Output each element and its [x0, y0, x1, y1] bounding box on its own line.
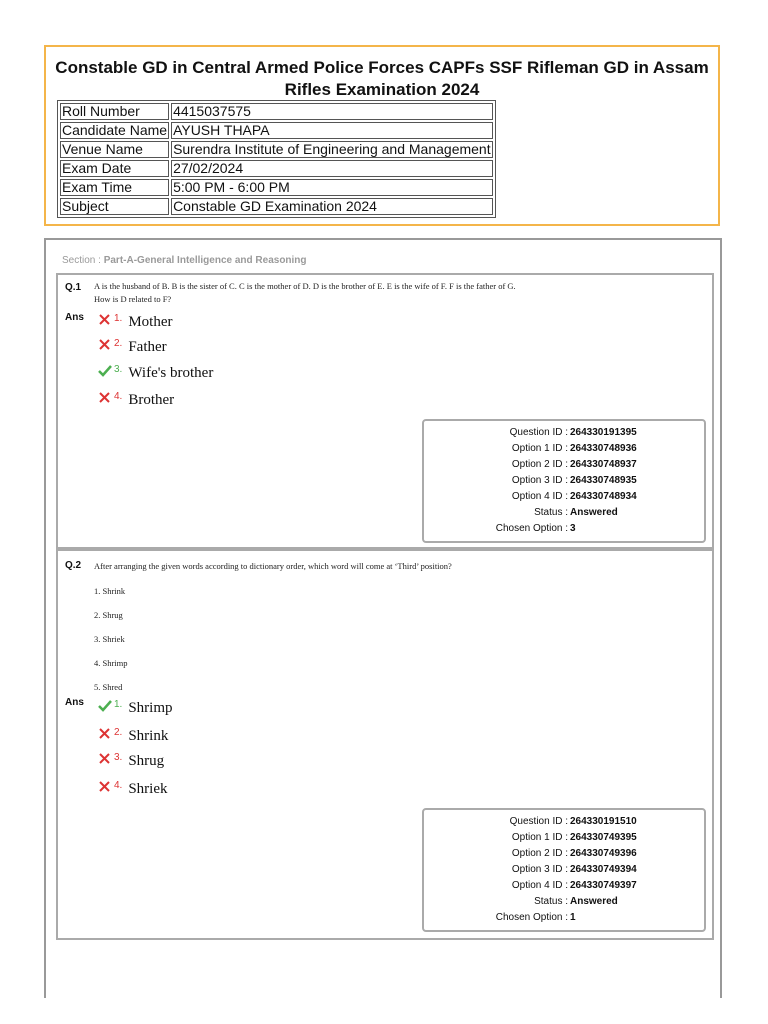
word-item: 3. Shriek: [94, 634, 125, 644]
info-value: Constable GD Examination 2024: [171, 198, 493, 215]
meta-value: 264330748937: [570, 459, 637, 470]
info-value: AYUSH THAPA: [171, 122, 493, 139]
meta-value: 264330749397: [570, 880, 637, 891]
meta-value: 264330749394: [570, 864, 637, 875]
meta-key: Option 3 ID :: [511, 864, 568, 875]
meta-key: Chosen Option :: [495, 912, 568, 923]
info-key: Exam Date: [60, 160, 169, 177]
info-key: Exam Time: [60, 179, 169, 196]
question-number: Q.1: [65, 282, 82, 293]
section-prefix: Section :: [62, 255, 104, 266]
cross-icon: [98, 391, 114, 409]
exam-title: Constable GD in Central Armed Police Forces CAPFs SSF Rifleman GD in Assam Rifles Examination 2024: [55, 58, 709, 99]
option-text: Shrink: [128, 728, 169, 744]
meta-key: Option 1 ID :: [511, 832, 568, 843]
meta-value: 264330749396: [570, 848, 637, 859]
meta-value: 1: [570, 912, 576, 923]
option-number: 4.: [114, 780, 123, 791]
option-number: 2.: [114, 338, 123, 349]
meta-key: Option 3 ID :: [511, 475, 568, 486]
option-3: [98, 364, 213, 382]
word-item: 4. Shrimp: [94, 658, 128, 668]
option-text: Father: [128, 339, 167, 355]
meta-value: 264330749395: [570, 832, 637, 843]
answer-label: Ans: [65, 312, 84, 323]
info-value: 5:00 PM - 6:00 PM: [171, 179, 493, 196]
cross-icon: [98, 313, 114, 331]
meta-value: 264330191510: [570, 816, 637, 827]
cross-icon: [98, 338, 114, 356]
table-row: [60, 103, 493, 120]
word-item: 2. Shrug: [94, 610, 123, 620]
question-meta-box: [422, 419, 706, 543]
option-number: 3.: [114, 752, 123, 763]
info-value: 27/02/2024: [171, 160, 493, 177]
info-value: 4415037575: [171, 103, 493, 120]
meta-key: Question ID :: [509, 427, 568, 438]
question-text: A is the husband of B. B is the sister of C. C is the mother of D. D is the brother of E. E is the wife of F. F is the father of G. How is D related to F?: [94, 281, 516, 304]
section-name: Part-A-General Intelligence and Reasoning: [103, 255, 307, 266]
info-value: Surendra Institute of Engineering and Management: [173, 141, 491, 157]
meta-key: Option 4 ID :: [511, 880, 568, 891]
option-1: [98, 313, 173, 331]
meta-key: Question ID :: [509, 816, 568, 827]
cross-icon: [98, 727, 114, 745]
info-key: Subject: [60, 198, 169, 215]
option-text: Brother: [128, 392, 175, 408]
option-2: [98, 727, 168, 745]
cross-icon: [98, 780, 114, 798]
candidate-info-box: [44, 45, 720, 226]
word-item: 5. Shred: [94, 682, 123, 692]
response-sheet: [44, 238, 722, 998]
meta-key: Option 2 ID :: [511, 459, 568, 470]
table-row: [60, 122, 493, 139]
meta-value: 3: [570, 523, 576, 534]
option-number: 3.: [114, 364, 123, 375]
meta-key: Status :: [534, 896, 568, 907]
option-text: Wife's brother: [128, 365, 214, 381]
question-meta-box: [422, 808, 706, 932]
meta-key: Option 1 ID :: [511, 443, 568, 454]
meta-value: 264330748935: [570, 475, 637, 486]
meta-value: 264330748936: [570, 443, 637, 454]
info-key: Roll Number: [60, 103, 169, 120]
meta-key: Status :: [534, 507, 568, 518]
option-number: 1.: [114, 313, 123, 324]
table-row: [60, 141, 493, 158]
meta-value: Answered: [570, 507, 618, 518]
cross-icon: [98, 752, 114, 770]
question-card: [56, 549, 714, 940]
meta-value: 264330748934: [570, 491, 637, 502]
table-row: [60, 179, 493, 196]
meta-key: Option 2 ID :: [511, 848, 568, 859]
section-label: [62, 255, 307, 266]
option-number: 4.: [114, 391, 123, 402]
meta-key: Option 4 ID :: [511, 491, 568, 502]
word-item: 1. Shrink: [94, 586, 126, 596]
table-row: [60, 198, 493, 215]
check-icon: [98, 364, 114, 382]
option-3: [98, 752, 164, 770]
table-row: [60, 160, 493, 177]
candidate-info-table: [57, 100, 496, 218]
meta-value: 264330191395: [570, 427, 637, 438]
check-icon: [98, 699, 114, 717]
option-text: Shrug: [128, 753, 165, 769]
option-number: 1.: [114, 699, 123, 710]
option-2: [98, 338, 167, 356]
meta-key: Chosen Option :: [495, 523, 568, 534]
option-text: Mother: [128, 314, 173, 330]
option-4: [98, 780, 168, 798]
option-text: Shrimp: [128, 700, 173, 716]
info-key: Venue Name: [60, 141, 169, 158]
option-4: [98, 391, 174, 409]
question-card: [56, 273, 714, 549]
question-number: Q.2: [65, 560, 82, 571]
option-1: [98, 699, 173, 717]
option-number: 2.: [114, 727, 123, 738]
answer-label: Ans: [65, 697, 84, 708]
question-text: After arranging the given words according to dictionary order, which word will come at ‘Third’ position?: [94, 561, 452, 571]
info-key: Candidate Name: [62, 122, 168, 138]
option-text: Shriek: [128, 781, 168, 797]
meta-value: Answered: [570, 896, 618, 907]
